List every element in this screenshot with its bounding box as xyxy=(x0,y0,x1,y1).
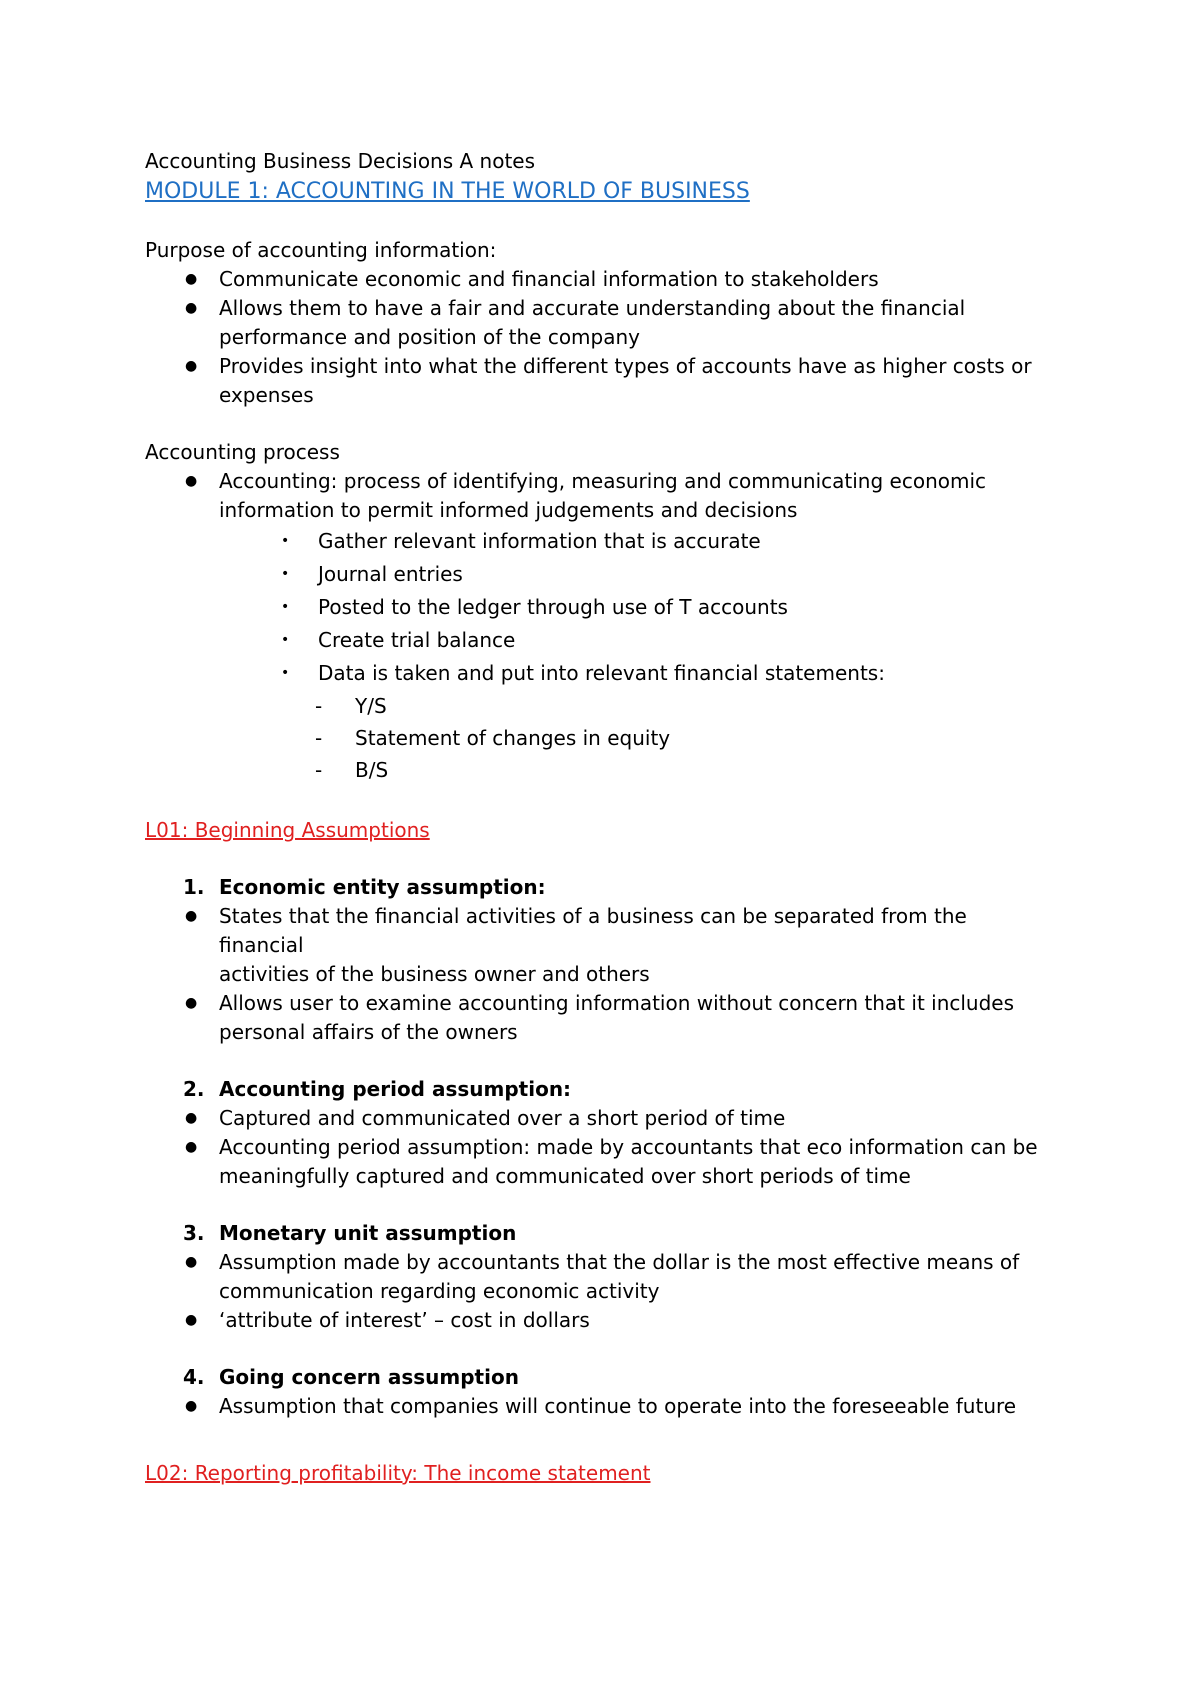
list-item xyxy=(145,467,1045,525)
list-item-text: meaningfully captured and communicated over short periods of time xyxy=(219,1164,911,1188)
bullet-icon: ● xyxy=(185,271,198,287)
dash-list-item-text: Y/S xyxy=(355,694,387,718)
lo1-heading: L01: Beginning Assumptions xyxy=(145,818,430,842)
list-item xyxy=(145,1248,1045,1306)
section-title: Accounting period assumption: xyxy=(219,1077,572,1101)
sub-list-item xyxy=(145,591,1045,624)
sub-bullet-icon: • xyxy=(281,566,290,582)
section-number: 2. xyxy=(183,1077,205,1101)
section-heading xyxy=(145,1219,1045,1248)
dash-icon: - xyxy=(315,758,323,782)
section-title: Economic entity assumption: xyxy=(219,875,546,899)
sub-list-item xyxy=(145,525,1045,558)
bullet-icon: ● xyxy=(185,358,198,374)
list-item-text: Assumption that companies will continue to operate into the foreseeable future xyxy=(219,1394,1017,1418)
list-item-text: expenses xyxy=(219,383,314,407)
section-title: Monetary unit assumption xyxy=(219,1221,517,1245)
list-item xyxy=(145,1306,1045,1335)
sub-list-item-text: Data is taken and put into relevant financial statements: xyxy=(318,661,885,685)
bullet-icon: ● xyxy=(185,300,198,316)
document-title: Accounting Business Decisions A notes xyxy=(145,149,536,173)
bullet-icon: ● xyxy=(185,473,198,489)
dash-list-item xyxy=(145,754,1045,786)
section-heading xyxy=(145,1363,1045,1392)
list-item-text: ‘attribute of interest’ – cost in dollars xyxy=(219,1308,590,1332)
list-item-text: Allows them to have a fair and accurate understanding about the financial xyxy=(219,296,966,320)
list-item xyxy=(145,265,1045,294)
dash-list-item xyxy=(145,690,1045,722)
dash-list-item-text: B/S xyxy=(355,758,389,782)
list-item xyxy=(145,294,1045,352)
list-item-text: performance and position of the company xyxy=(219,325,640,349)
list-item xyxy=(145,902,1045,989)
sub-list-item xyxy=(145,558,1045,591)
list-item xyxy=(145,352,1045,410)
bullet-icon: ● xyxy=(185,1254,198,1270)
list-item-text: information to permit informed judgements and decisions xyxy=(219,498,798,522)
section-heading xyxy=(145,1075,1045,1104)
list-item xyxy=(145,1133,1045,1191)
document-body xyxy=(145,147,1045,1488)
list-item-text: Communicate economic and financial information to stakeholders xyxy=(219,267,879,291)
list-item xyxy=(145,1392,1045,1421)
process-heading: Accounting process xyxy=(145,440,340,464)
purpose-heading: Purpose of accounting information: xyxy=(145,238,497,262)
sub-list-item-text: Posted to the ledger through use of T accounts xyxy=(318,595,788,619)
dash-list-item-text: Statement of changes in equity xyxy=(355,726,671,750)
bullet-icon: ● xyxy=(185,1139,198,1155)
section-number: 4. xyxy=(183,1365,205,1389)
list-item-text: activities of the business owner and others xyxy=(219,962,650,986)
list-item-text: communication regarding economic activity xyxy=(219,1279,660,1303)
bullet-icon: ● xyxy=(185,1110,198,1126)
bullet-icon: ● xyxy=(185,908,198,924)
sub-bullet-icon: • xyxy=(281,632,290,648)
section-number: 1. xyxy=(183,875,205,899)
module-title: MODULE 1: ACCOUNTING IN THE WORLD OF BUSINESS xyxy=(145,179,750,204)
dash-icon: - xyxy=(315,726,323,750)
list-item-text: Provides insight into what the different types of accounts have as higher costs or xyxy=(219,354,1032,378)
list-item xyxy=(145,989,1045,1047)
bullet-icon: ● xyxy=(185,995,198,1011)
sub-bullet-icon: • xyxy=(281,665,290,681)
sub-bullet-icon: • xyxy=(281,533,290,549)
sub-list-item-text: Journal entries xyxy=(318,562,463,586)
list-item-text: Allows user to examine accounting information without concern that it includes xyxy=(219,991,1015,1015)
bullet-icon: ● xyxy=(185,1398,198,1414)
section-heading xyxy=(145,873,1045,902)
list-item-text: personal affairs of the owners xyxy=(219,1020,518,1044)
section-number: 3. xyxy=(183,1221,205,1245)
lo2-heading: L02: Reporting profitability: The income statement xyxy=(145,1461,651,1485)
section-title: Going concern assumption xyxy=(219,1365,519,1389)
dash-icon: - xyxy=(315,694,323,718)
list-item-text: Accounting period assumption: made by accountants that eco information can be xyxy=(219,1135,1038,1159)
list-item-text: States that the financial activities of a business can be separated from the financial xyxy=(219,904,967,957)
sub-list-item-text: Create trial balance xyxy=(318,628,516,652)
bullet-icon: ● xyxy=(185,1312,198,1328)
sub-list-item-text: Gather relevant information that is accurate xyxy=(318,529,761,553)
list-item-text: Captured and communicated over a short period of time xyxy=(219,1106,786,1130)
dash-list-item xyxy=(145,722,1045,754)
sub-bullet-icon: • xyxy=(281,599,290,615)
list-item-text: Assumption made by accountants that the dollar is the most effective means of xyxy=(219,1250,1020,1274)
list-item-text: Accounting: process of identifying, measuring and communicating economic xyxy=(219,469,987,493)
list-item xyxy=(145,1104,1045,1133)
sub-list-item xyxy=(145,624,1045,657)
sub-list-item xyxy=(145,657,1045,690)
